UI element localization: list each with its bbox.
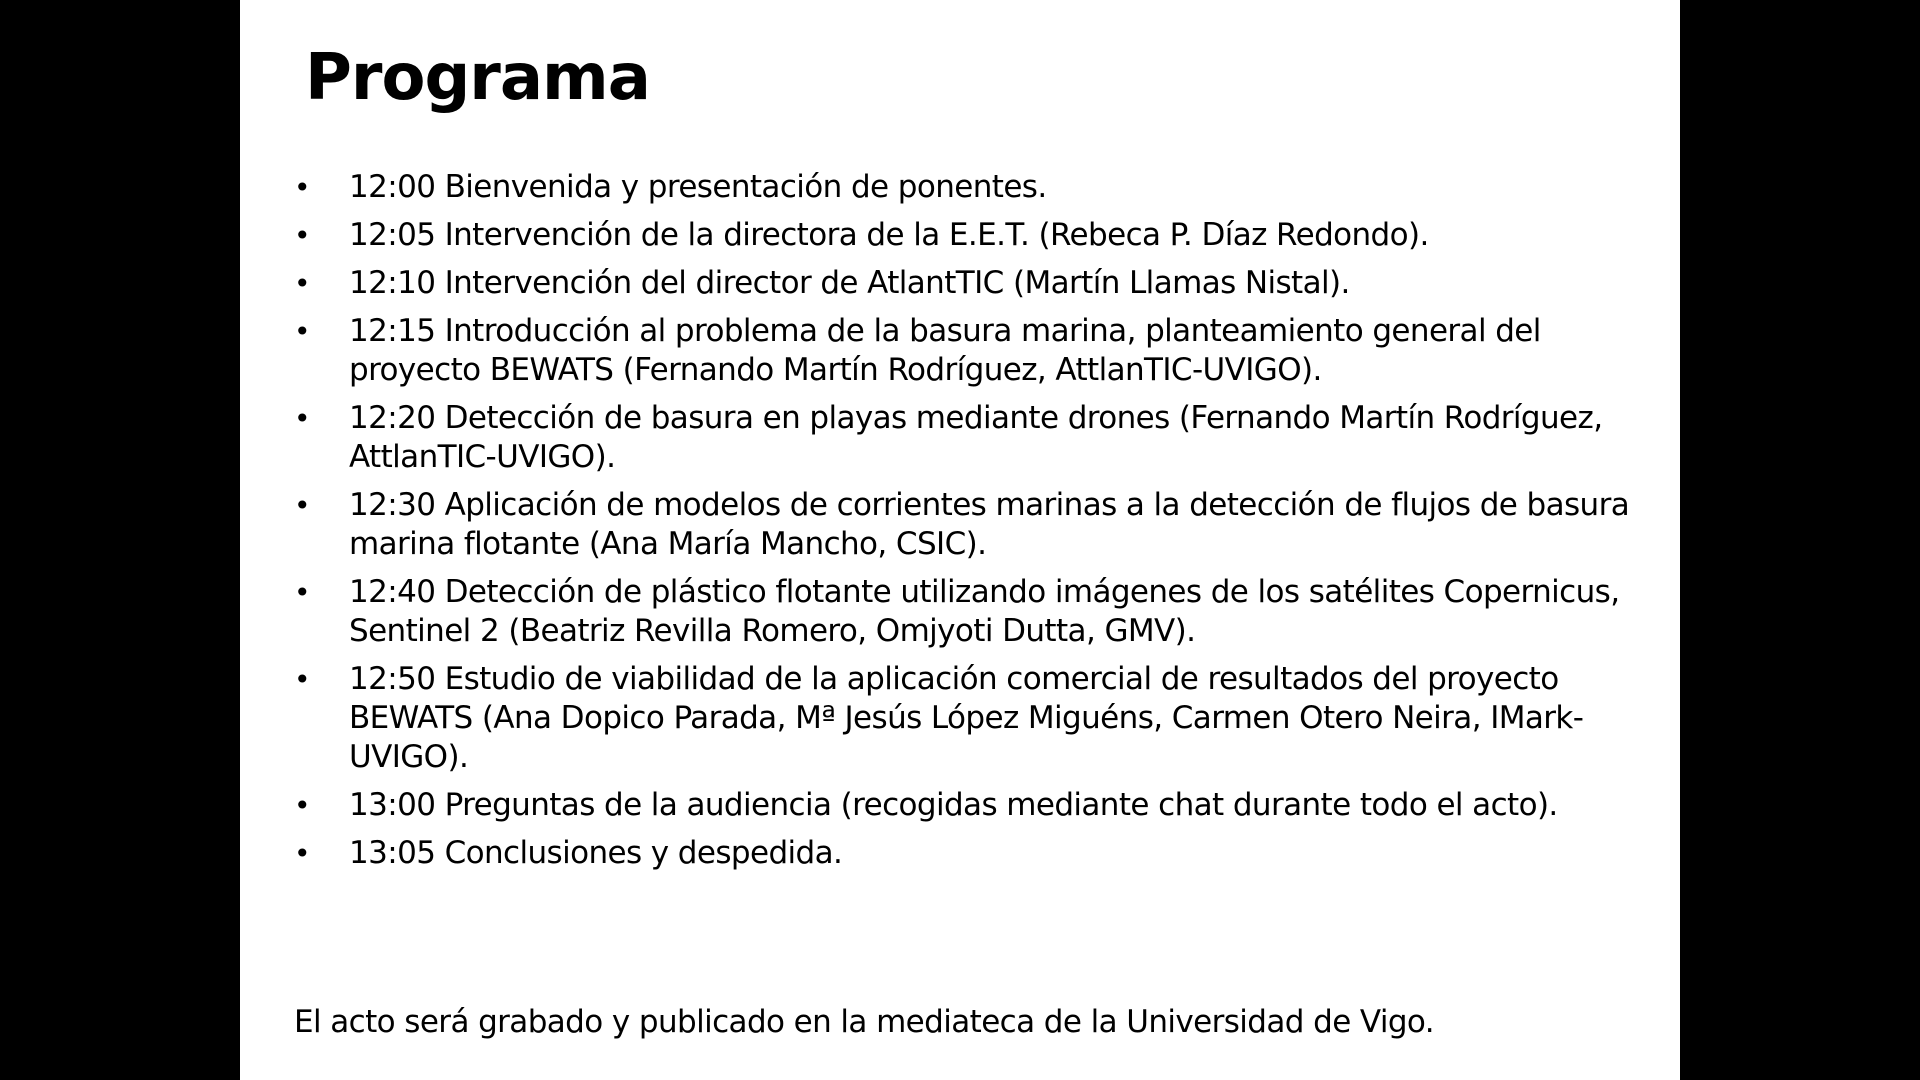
bullet-icon: •	[294, 402, 310, 435]
slide-title: Programa	[305, 41, 650, 115]
agenda-item-text: 13:00 Preguntas de la audiencia (recogidas mediante chat durante todo el acto).	[349, 787, 1558, 823]
bullet-icon: •	[294, 837, 310, 870]
bullet-icon: •	[294, 489, 310, 522]
agenda-item-text: 13:05 Conclusiones y despedida.	[349, 835, 843, 871]
agenda-item	[294, 399, 1674, 477]
slide	[240, 0, 1680, 1080]
agenda-item	[294, 786, 1674, 825]
agenda-item-text: 12:15 Introducción al problema de la basura marina, planteamiento general del proyecto BEWATS (Fernando Martín Rodríguez, AttlanTIC-UVIGO).	[349, 313, 1541, 388]
agenda-item	[294, 264, 1674, 303]
agenda-item	[294, 312, 1674, 390]
bullet-icon: •	[294, 315, 310, 348]
bullet-icon: •	[294, 576, 310, 609]
agenda-item	[294, 486, 1674, 564]
bullet-icon: •	[294, 219, 310, 252]
bullet-icon: •	[294, 789, 310, 822]
bullet-icon: •	[294, 663, 310, 696]
agenda-item-text: 12:05 Intervención de la directora de la E.E.T. (Rebeca P. Díaz Redondo).	[349, 217, 1429, 253]
agenda-item-text: 12:10 Intervención del director de AtlantTIC (Martín Llamas Nistal).	[349, 265, 1350, 301]
agenda-item-text: 12:00 Bienvenida y presentación de ponentes.	[349, 169, 1047, 205]
footer-note: El acto será grabado y publicado en la mediateca de la Universidad de Vigo.	[294, 1004, 1435, 1040]
agenda-item	[294, 216, 1674, 255]
agenda-item-text: 12:30 Aplicación de modelos de corrientes marinas a la detección de flujos de basura marina flotante (Ana María Mancho, CSIC).	[349, 487, 1630, 562]
agenda-item	[294, 660, 1674, 777]
agenda-item-text: 12:20 Detección de basura en playas mediante drones (Fernando Martín Rodríguez, AttlanTIC-UVIGO).	[349, 400, 1603, 475]
agenda-item-text: 12:40 Detección de plástico flotante utilizando imágenes de los satélites Copernicus, Sentinel 2 (Beatriz Revilla Romero, Omjyoti Dutta, GMV).	[349, 574, 1620, 649]
agenda-item	[294, 573, 1674, 651]
agenda-item-text: 12:50 Estudio de viabilidad de la aplicación comercial de resultados del proyecto BEWATS (Ana Dopico Parada, Mª Jesús López Miguéns, Carmen Otero Neira, IMark-UVIGO).	[349, 661, 1584, 775]
bullet-icon: •	[294, 267, 310, 300]
bullet-icon: •	[294, 171, 310, 204]
agenda-list	[294, 168, 1674, 882]
agenda-item	[294, 834, 1674, 873]
agenda-item	[294, 168, 1674, 207]
